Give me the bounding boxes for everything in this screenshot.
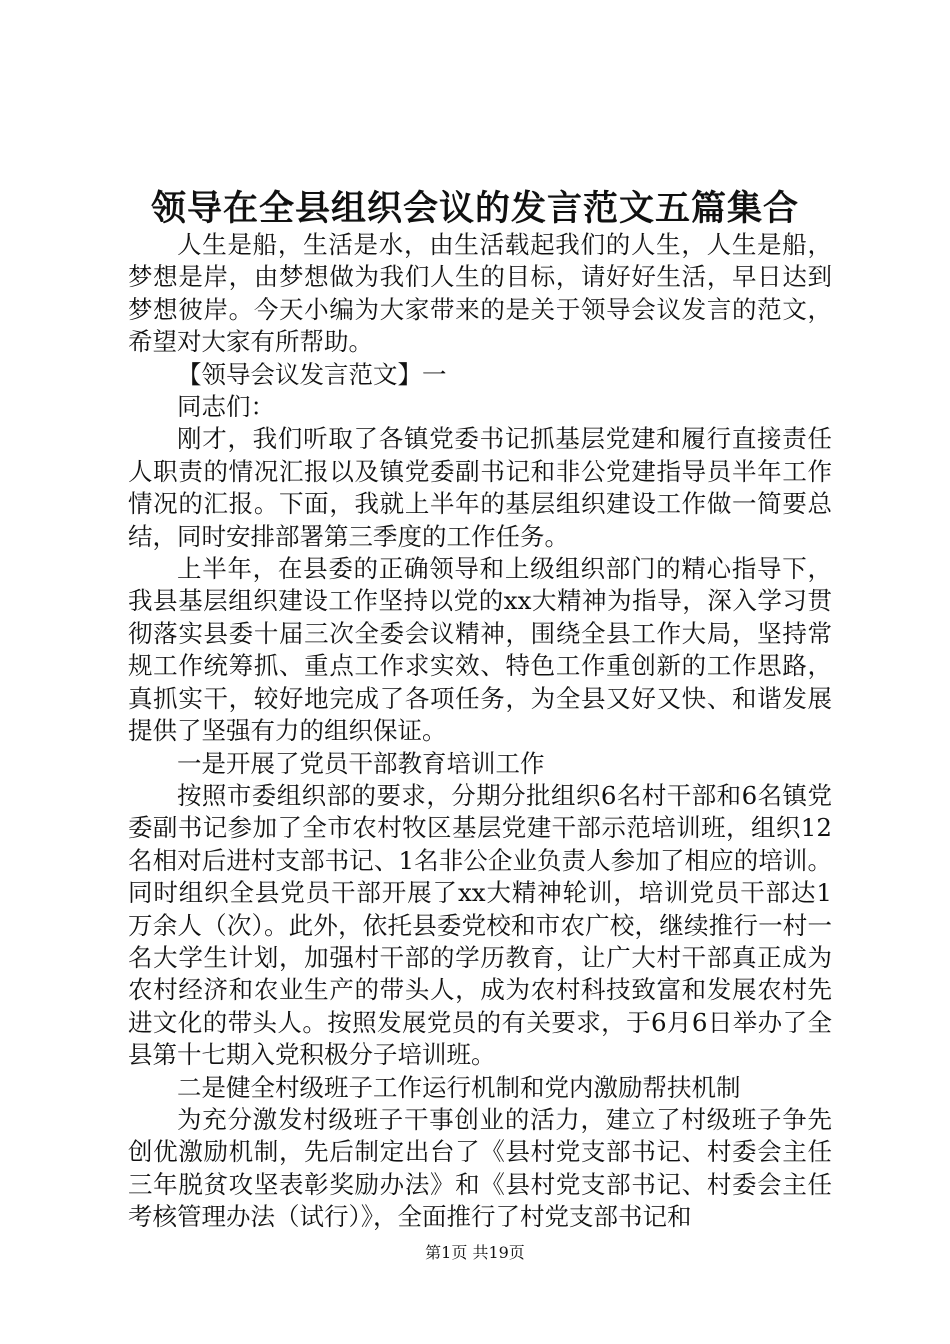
document-title: 领导在全县组织会议的发言范文五篇集合 (150, 188, 799, 229)
paragraph-summary: 上半年，在县委的正确领导和上级组织部门的精心指导下，我县基层组织建设工作坚持以党的xx大精神为指导，深入学习贯彻落实县委十届三次全委会议精神，围绕全县工作大局，坚持常规工作统筹抓、重点工作求实效、特色工作重创新的工作思路，真抓实干，较好地完成了各项任务，为全县又好又快、和谐发展提供了坚强有力的组织保证。 (128, 554, 832, 746)
document-body (128, 229, 832, 1234)
paragraph-point-one-heading: 一是开展了党员干部教育培训工作 (177, 748, 545, 778)
paragraph-section-heading: 【领导会议发言范文】一 (177, 359, 447, 389)
paragraph-opening: 刚才，我们听取了各镇党委书记抓基层党建和履行直接责任人职责的情况汇报以及镇党委副书记和非公党建指导员半年工作情况的汇报。下面，我就上半年的基层组织建设工作做一简要总结，同时安排部署第三季度的工作任务。 (128, 424, 832, 551)
paragraph-point-two-heading: 二是健全村级班子工作运行机制和党内激励帮扶机制 (177, 1072, 741, 1102)
paragraph-salutation: 同志们： (177, 392, 275, 422)
paragraph-intro: 人生是船，生活是水，由生活载起我们的人生，人生是船，梦想是岸，由梦想做为我们人生的目标，请好好生活，早日达到梦想彼岸。今天小编为大家带来的是关于领导会议发言的范文，希望对大家有所帮助。 (128, 230, 832, 357)
paragraph-point-one-body: 按照市委组织部的要求，分期分批组织6名村干部和6名镇党委副书记参加了全市农村牧区基层党建干部示范培训班，组织12名相对后进村支部书记、1名非公企业负责人参加了相应的培训。同时组织全县党员干部开展了xx大精神轮训，培训党员干部达1万余人（次）。此外，依托县委党校和市农广校，继续推行一村一名大学生计划，加强村干部的学历教育，让广大村干部真正成为农村经济和农业生产的带头人，成为农村科技致富和发展农村先进文化的带头人。按照发展党员的有关要求，于6月6日举办了全县第十七期入党积极分子培训班。 (128, 780, 832, 1070)
paragraph-point-two-body: 为充分激发村级班子干事创业的活力，建立了村级班子争先创优激励机制，先后制定出台了《县村党支部书记、村委会主任三年脱贫攻坚表彰奖励办法》和《县村党支部书记、村委会主任考核管理办法（试行）》，全面推行了村党支部书记和 (128, 1104, 832, 1232)
page-number-footer: 第1页 共19页 (425, 1243, 525, 1262)
